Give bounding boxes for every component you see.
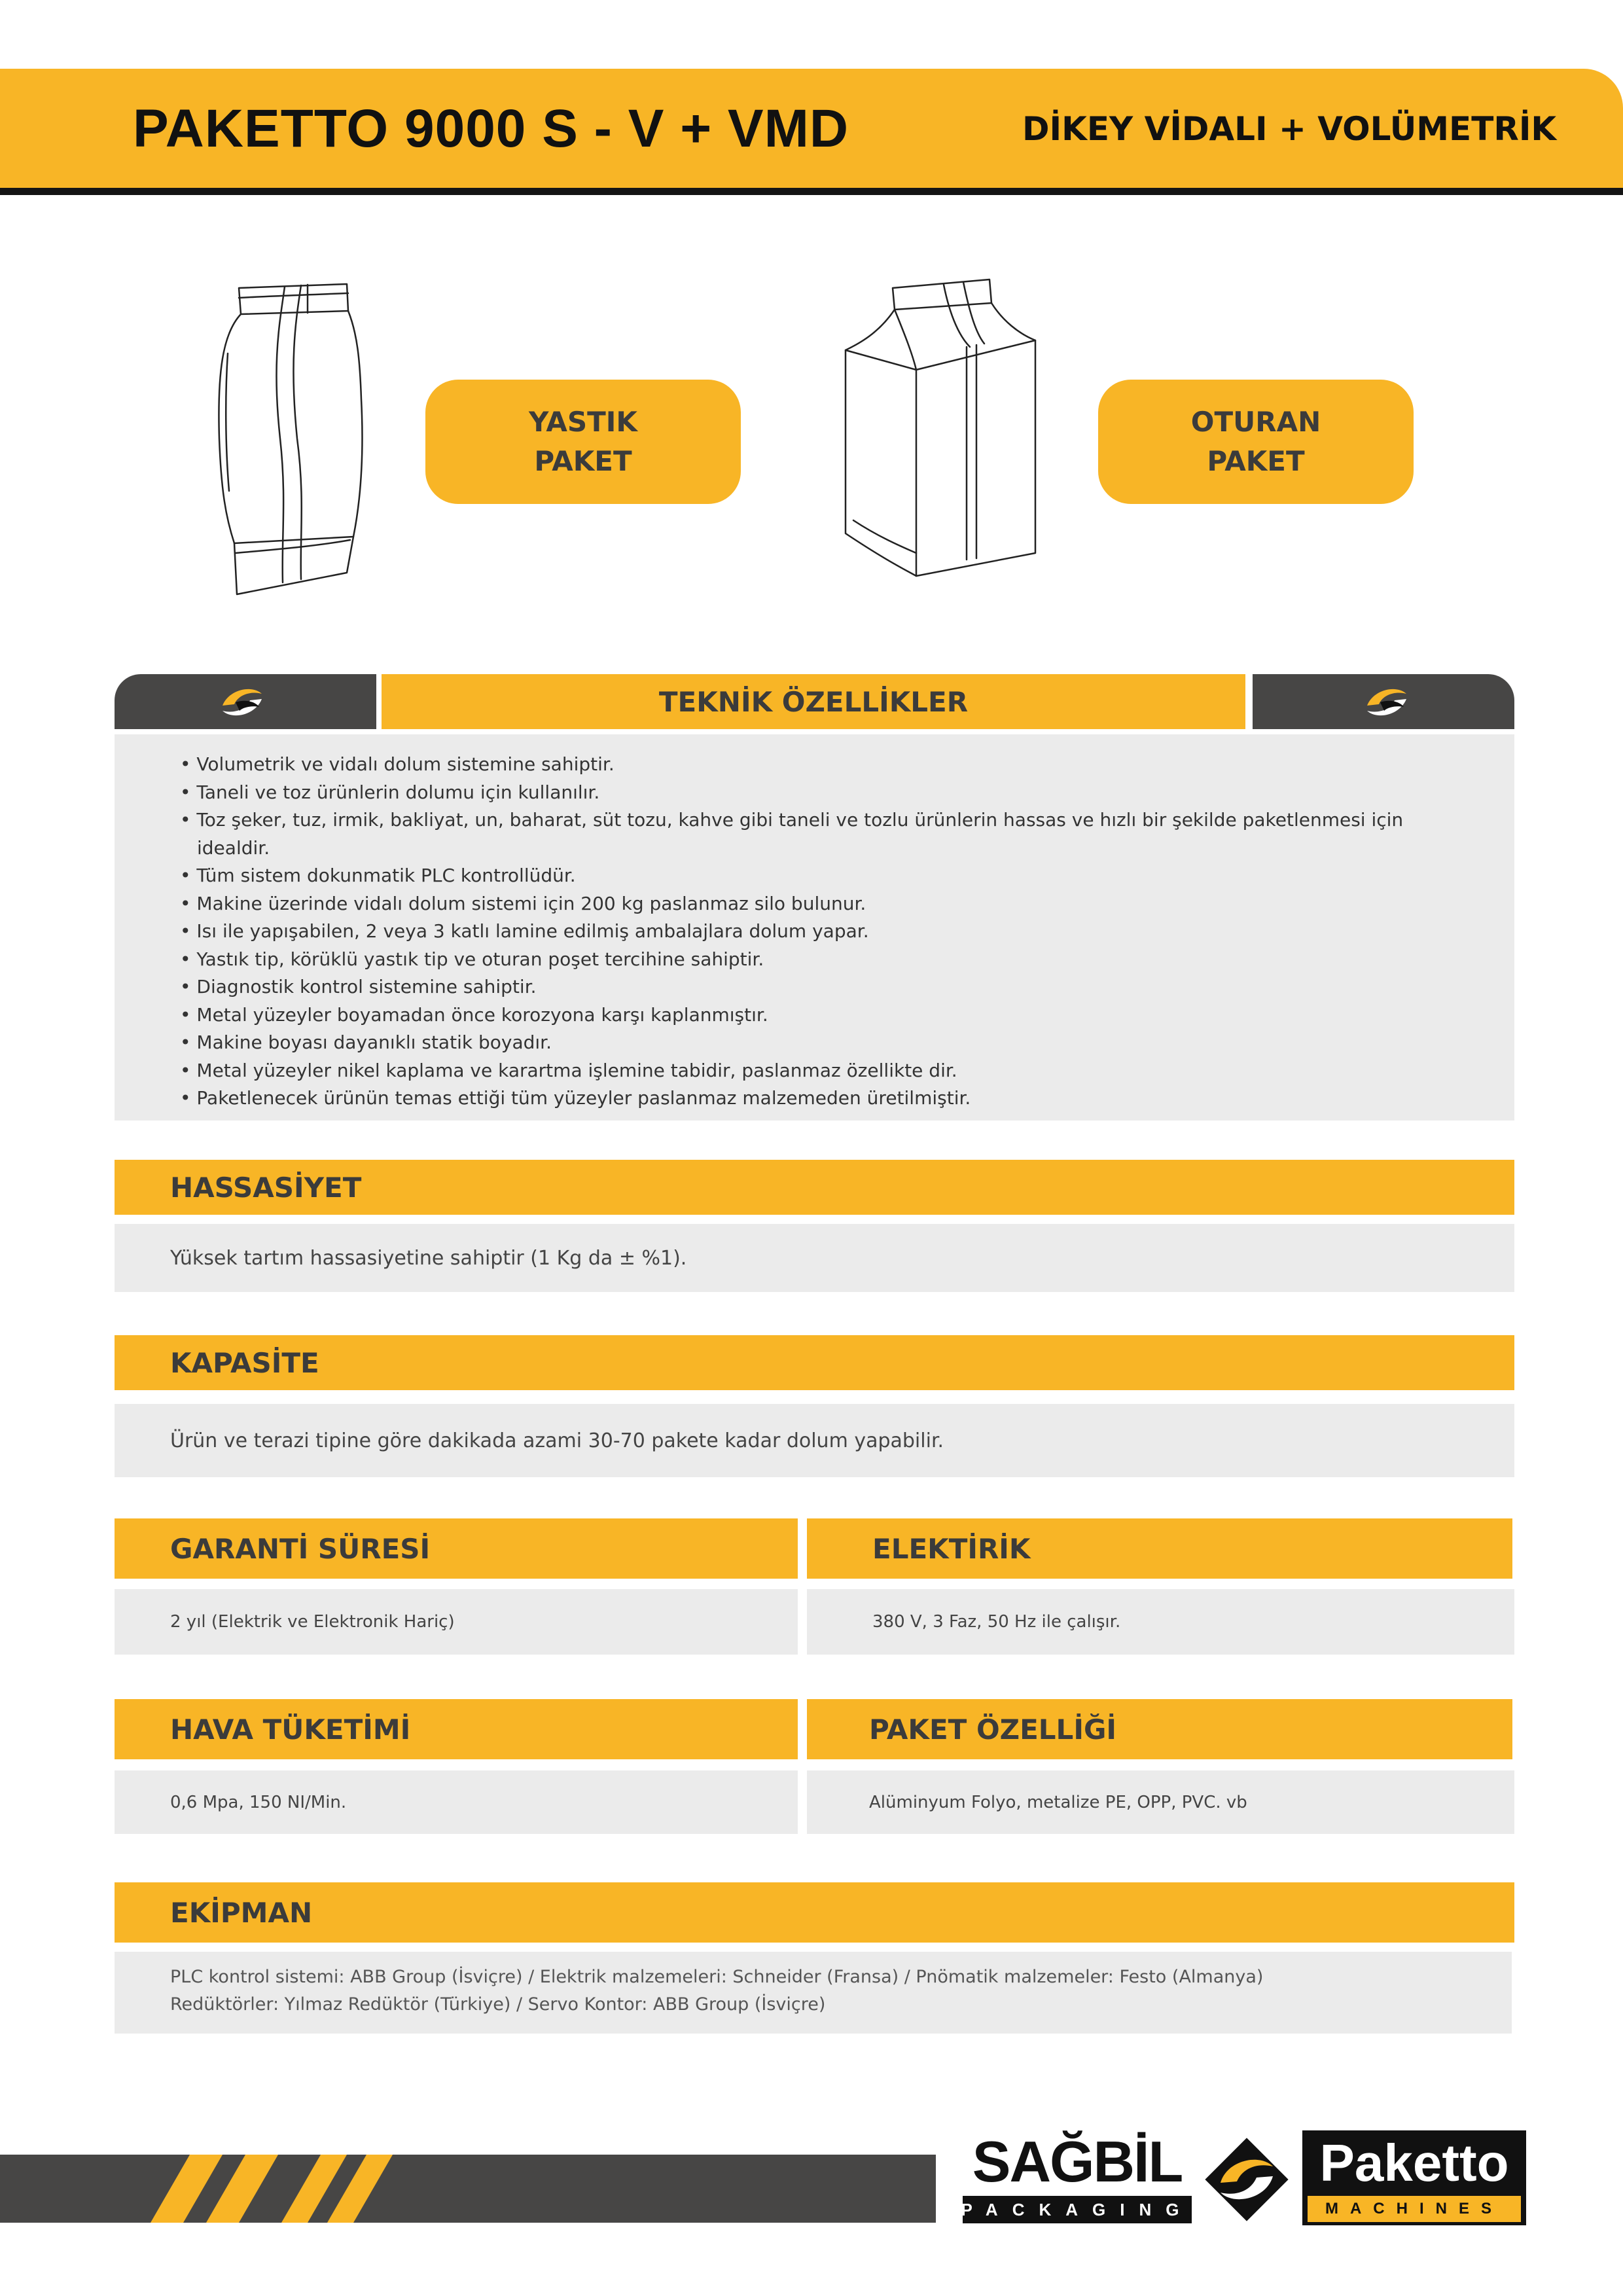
feature-item: • Paketlenecek ürünün temas ettiği tüm yüzeyler paslanmaz malzemeden üretilmiştir. (180, 1085, 1456, 1113)
tech-section-title: TEKNİK ÖZELLİKLER (658, 685, 969, 718)
package-type-pillow (425, 380, 741, 504)
header-divider (0, 188, 1623, 195)
sagbil-swirl-icon (1361, 679, 1413, 725)
stand-up-bag-illustration (839, 272, 1045, 583)
precision-title: HASSASİYET (170, 1171, 362, 1204)
feature-item: • Makine boyası dayanıklı statik boyadır. (180, 1029, 1456, 1057)
feature-item: • Metal yüzeyler nikel kaplama ve karartma işlemine tabidir, paslanmaz özellikte dir. (180, 1057, 1456, 1085)
pillow-bag-illustration (209, 275, 370, 602)
precision-header (115, 1160, 1514, 1215)
equipment-line-2: Redüktörler: Yılmaz Redüktör (Türkiye) / Servo Kontor: ABB Group (İsviçre) (170, 1994, 826, 2015)
warranty-panel (115, 1589, 798, 1655)
feature-item: • Toz şeker, tuz, irmik, bakliyat, un, baharat, süt tozu, kahve gibi taneli ve tozlu ürünlerin hassas ve hızlı bir şekilde paketlenmesi için idealdir. (180, 806, 1456, 862)
package-type-label-line2: PAKET (1207, 445, 1305, 477)
sagbil-swirl-icon (216, 679, 268, 725)
package-type-standup (1098, 380, 1414, 504)
warranty-text: 2 yıl (Elektrik ve Elektronik Hariç) (170, 1612, 455, 1632)
tech-header-right-block (1253, 674, 1514, 729)
capacity-header (115, 1335, 1514, 1390)
sagbil-logo (959, 2130, 1195, 2225)
air-consumption-panel (115, 1770, 798, 1834)
feature-list (180, 751, 1456, 1113)
tech-header (382, 674, 1245, 729)
tech-header-left-block (115, 674, 376, 729)
precision-panel (115, 1224, 1514, 1292)
electric-text: 380 V, 3 Faz, 50 Hz ile çalışır. (872, 1612, 1121, 1632)
electric-panel (807, 1589, 1514, 1655)
feature-item: • Yastık tip, körüklü yastık tip ve oturan poşet tercihine sahiptir. (180, 946, 1456, 974)
package-feature-panel (807, 1770, 1514, 1834)
equipment-title: EKİPMAN (170, 1896, 313, 1929)
feature-item: • Metal yüzeyler boyamadan önce korozyona karşı kaplanmıştır. (180, 1001, 1456, 1030)
capacity-panel (115, 1404, 1514, 1477)
electric-title: ELEKTİRİK (872, 1532, 1031, 1565)
capacity-text: Ürün ve terazi tipine göre dakikada azami 30-70 pakete kadar dolum yapabilir. (170, 1429, 944, 1452)
sagbil-emblem-icon (1198, 2130, 1296, 2229)
feature-item: • Isı ile yapışabilen, 2 veya 3 katlı lamine edilmiş ambalajlara dolum yapar. (180, 918, 1456, 946)
paketto-wordmark: Paketto (1319, 2134, 1509, 2192)
equipment-header (115, 1882, 1514, 1943)
package-feature-text: Alüminyum Folyo, metalize PE, OPP, PVC. vb (869, 1792, 1247, 1812)
sagbil-wordmark: SAĞBİL (972, 2128, 1183, 2194)
page-title: PAKETTO 9000 S - V + VMD (133, 99, 849, 158)
feature-item: • Taneli ve toz ürünlerin dolumu için kullanılır. (180, 779, 1456, 807)
page-subtitle: DİKEY VİDALI + VOLÜMETRİK (1022, 110, 1557, 148)
package-feature-title: PAKET ÖZELLİĞİ (869, 1713, 1117, 1746)
paketto-logo (1302, 2130, 1526, 2225)
feature-item: • Tüm sistem dokunmatik PLC kontrollüdür. (180, 862, 1456, 890)
capacity-title: KAPASİTE (170, 1346, 319, 1379)
tech-features-panel (115, 734, 1514, 1121)
packaging-tagline: PACKAGING (963, 2196, 1192, 2223)
equipment-panel (115, 1952, 1512, 2034)
feature-item: • Volumetrik ve vidalı dolum sistemine sahiptir. (180, 751, 1456, 779)
feature-item: • Makine üzerinde vidalı dolum sistemi için 200 kg paslanmaz silo bulunur. (180, 890, 1456, 918)
air-consumption-header (115, 1699, 798, 1759)
air-consumption-text: 0,6 Mpa, 150 NI/Min. (170, 1792, 347, 1812)
air-consumption-title: HAVA TÜKETİMİ (170, 1713, 411, 1746)
footer-stripe-decoration (0, 2155, 936, 2223)
equipment-line-1: PLC kontrol sistemi: ABB Group (İsviçre) / Elektrik malzemeleri: Schneider (Fransa) / Pnömatik malzemeler: Festo (Almanya) (170, 1967, 1264, 1987)
warranty-title: GARANTİ SÜRESİ (170, 1532, 431, 1565)
precision-text: Yüksek tartım hassasiyetine sahiptir (1 Kg da ± %1). (170, 1246, 687, 1270)
warranty-header (115, 1518, 798, 1579)
electric-header (807, 1518, 1512, 1579)
package-type-label-line1: OTURAN (1190, 406, 1321, 438)
feature-item: • Diagnostik kontrol sistemine sahiptir. (180, 973, 1456, 1001)
package-feature-header (807, 1699, 1512, 1759)
package-type-label-line1: YASTIK (529, 406, 637, 438)
machines-tagline: MACHINES (1308, 2196, 1521, 2222)
package-type-label-line2: PAKET (534, 445, 632, 477)
